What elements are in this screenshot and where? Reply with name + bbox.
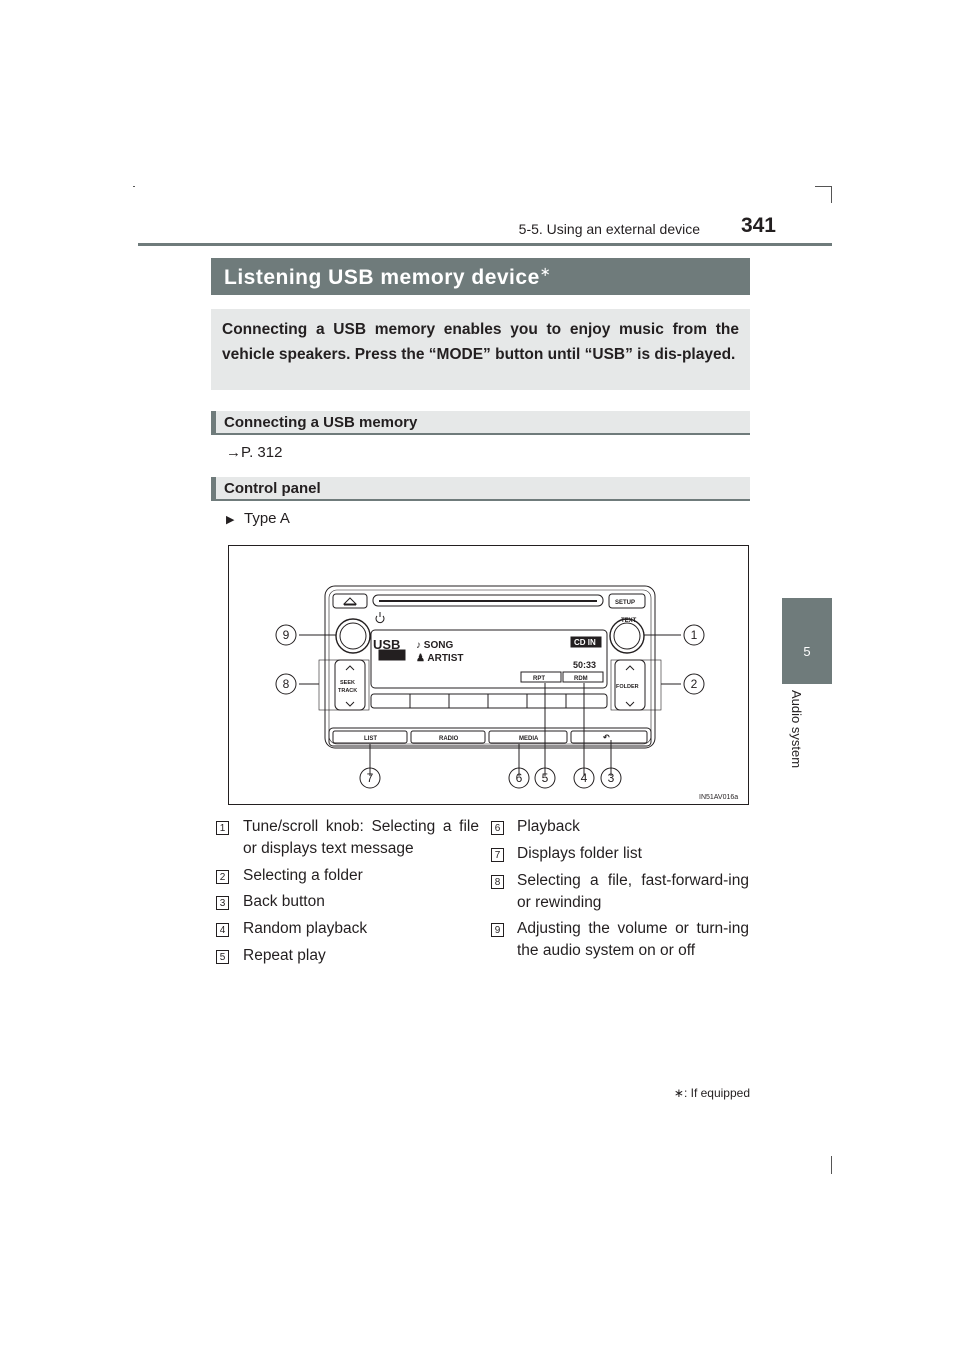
crop-mark — [831, 1156, 832, 1174]
equipped-mark: ∗ — [539, 264, 552, 279]
head-unit-outline — [325, 586, 655, 748]
display-song-text: ♪ SONG — [416, 640, 454, 651]
legend-number-3: 3 — [216, 896, 229, 910]
display-rpt-text: RPT — [533, 676, 545, 682]
control-panel-figure — [228, 545, 749, 805]
intro-box — [211, 309, 750, 390]
crop-mark — [831, 186, 832, 203]
callout-label-3: 3 — [607, 771, 615, 785]
back-arrow-icon: ↶ — [603, 733, 610, 742]
legend-number-2: 2 — [216, 870, 229, 884]
legend-text-7: Displays folder list — [517, 845, 642, 862]
radio-label: RADIO — [439, 736, 459, 742]
section-heading-control-panel: Control panel — [211, 477, 750, 501]
display-artist-text: ♟ ARTIST — [416, 653, 464, 664]
legend-text-5: Repeat play — [243, 947, 326, 964]
display-rdm-text: RDM — [574, 676, 588, 682]
display-cd-in-text: CD IN — [574, 638, 596, 647]
eject-icon — [344, 598, 356, 605]
seek-label: SEEK — [340, 680, 355, 686]
legend-number-6: 6 — [491, 821, 504, 835]
legend-number-4: 4 — [216, 923, 229, 937]
legend-text-2: Selecting a folder — [243, 867, 363, 884]
callout-label-5: 5 — [541, 771, 549, 785]
figure-code: IN51AV016a — [699, 794, 739, 801]
footnote: ∗: If equipped — [673, 1086, 750, 1100]
header-rule — [138, 243, 832, 246]
chapter-number: 5 — [803, 644, 811, 659]
type-label: Type A — [244, 510, 290, 527]
section-header: 5-5. Using an external device — [518, 221, 700, 237]
display-usb-text: USB — [373, 637, 401, 652]
legend-text-1: Tune/scroll knob: Selecting a file or displays text message — [243, 818, 479, 857]
tune-knob — [610, 619, 644, 653]
display-time-text: 50:33 — [573, 660, 597, 670]
crop-mark — [815, 186, 832, 187]
callout-label-1: 1 — [690, 628, 698, 642]
folder-label: FOLDER — [616, 684, 639, 690]
page-number: 341 — [740, 214, 776, 237]
callout-label-8: 8 — [282, 677, 290, 691]
page-title: Listening USB memory device — [224, 266, 540, 289]
setup-label: SETUP — [615, 600, 636, 606]
chapter-tab — [782, 598, 832, 684]
callout-label-7: 7 — [366, 771, 374, 785]
media-label: MEDIA — [519, 736, 539, 742]
legend-text-4: Random playback — [243, 920, 368, 937]
section-heading-connecting: Connecting a USB memory — [211, 411, 750, 435]
track-label: TRACK — [338, 688, 358, 694]
callout-label-2: 2 — [690, 677, 698, 691]
crop-mark — [133, 186, 135, 187]
legend-number-5: 5 — [216, 950, 229, 964]
legend-number-7: 7 — [491, 848, 504, 862]
legend-number-8: 8 — [491, 875, 504, 889]
legend-text-6: Playback — [517, 818, 580, 835]
eject-button — [333, 594, 367, 608]
page-title-bar — [211, 258, 750, 295]
chapter-label: Audio system — [789, 690, 804, 769]
intro-text: Connecting a USB memory enables you to enjoy music from the vehicle speakers. Press the “MODE” button until “USB” is dis-played. — [222, 321, 739, 363]
legend-number-9: 9 — [491, 923, 504, 937]
legend-text-8: Selecting a file, fast-forward-ing or rewinding — [517, 872, 749, 911]
preset-button-row — [371, 694, 607, 708]
callout-label-6: 6 — [515, 771, 523, 785]
control-panel-illustration — [229, 546, 748, 804]
legend-text-3: Back button — [243, 893, 325, 910]
page-reference: →P. 312 — [226, 444, 283, 461]
callout-label-4: 4 — [580, 771, 588, 785]
callout-label-9: 9 — [282, 628, 290, 642]
text-label: TEXT — [621, 618, 637, 624]
list-label: LIST — [364, 736, 377, 742]
head-unit-inner — [329, 590, 651, 744]
legend-number-1: 1 — [216, 821, 229, 835]
triangle-bullet-icon: ▶ — [226, 514, 235, 526]
legend-text-9: Adjusting the volume or turn-ing the audio system on or off — [517, 920, 749, 959]
volume-knob — [336, 619, 370, 653]
